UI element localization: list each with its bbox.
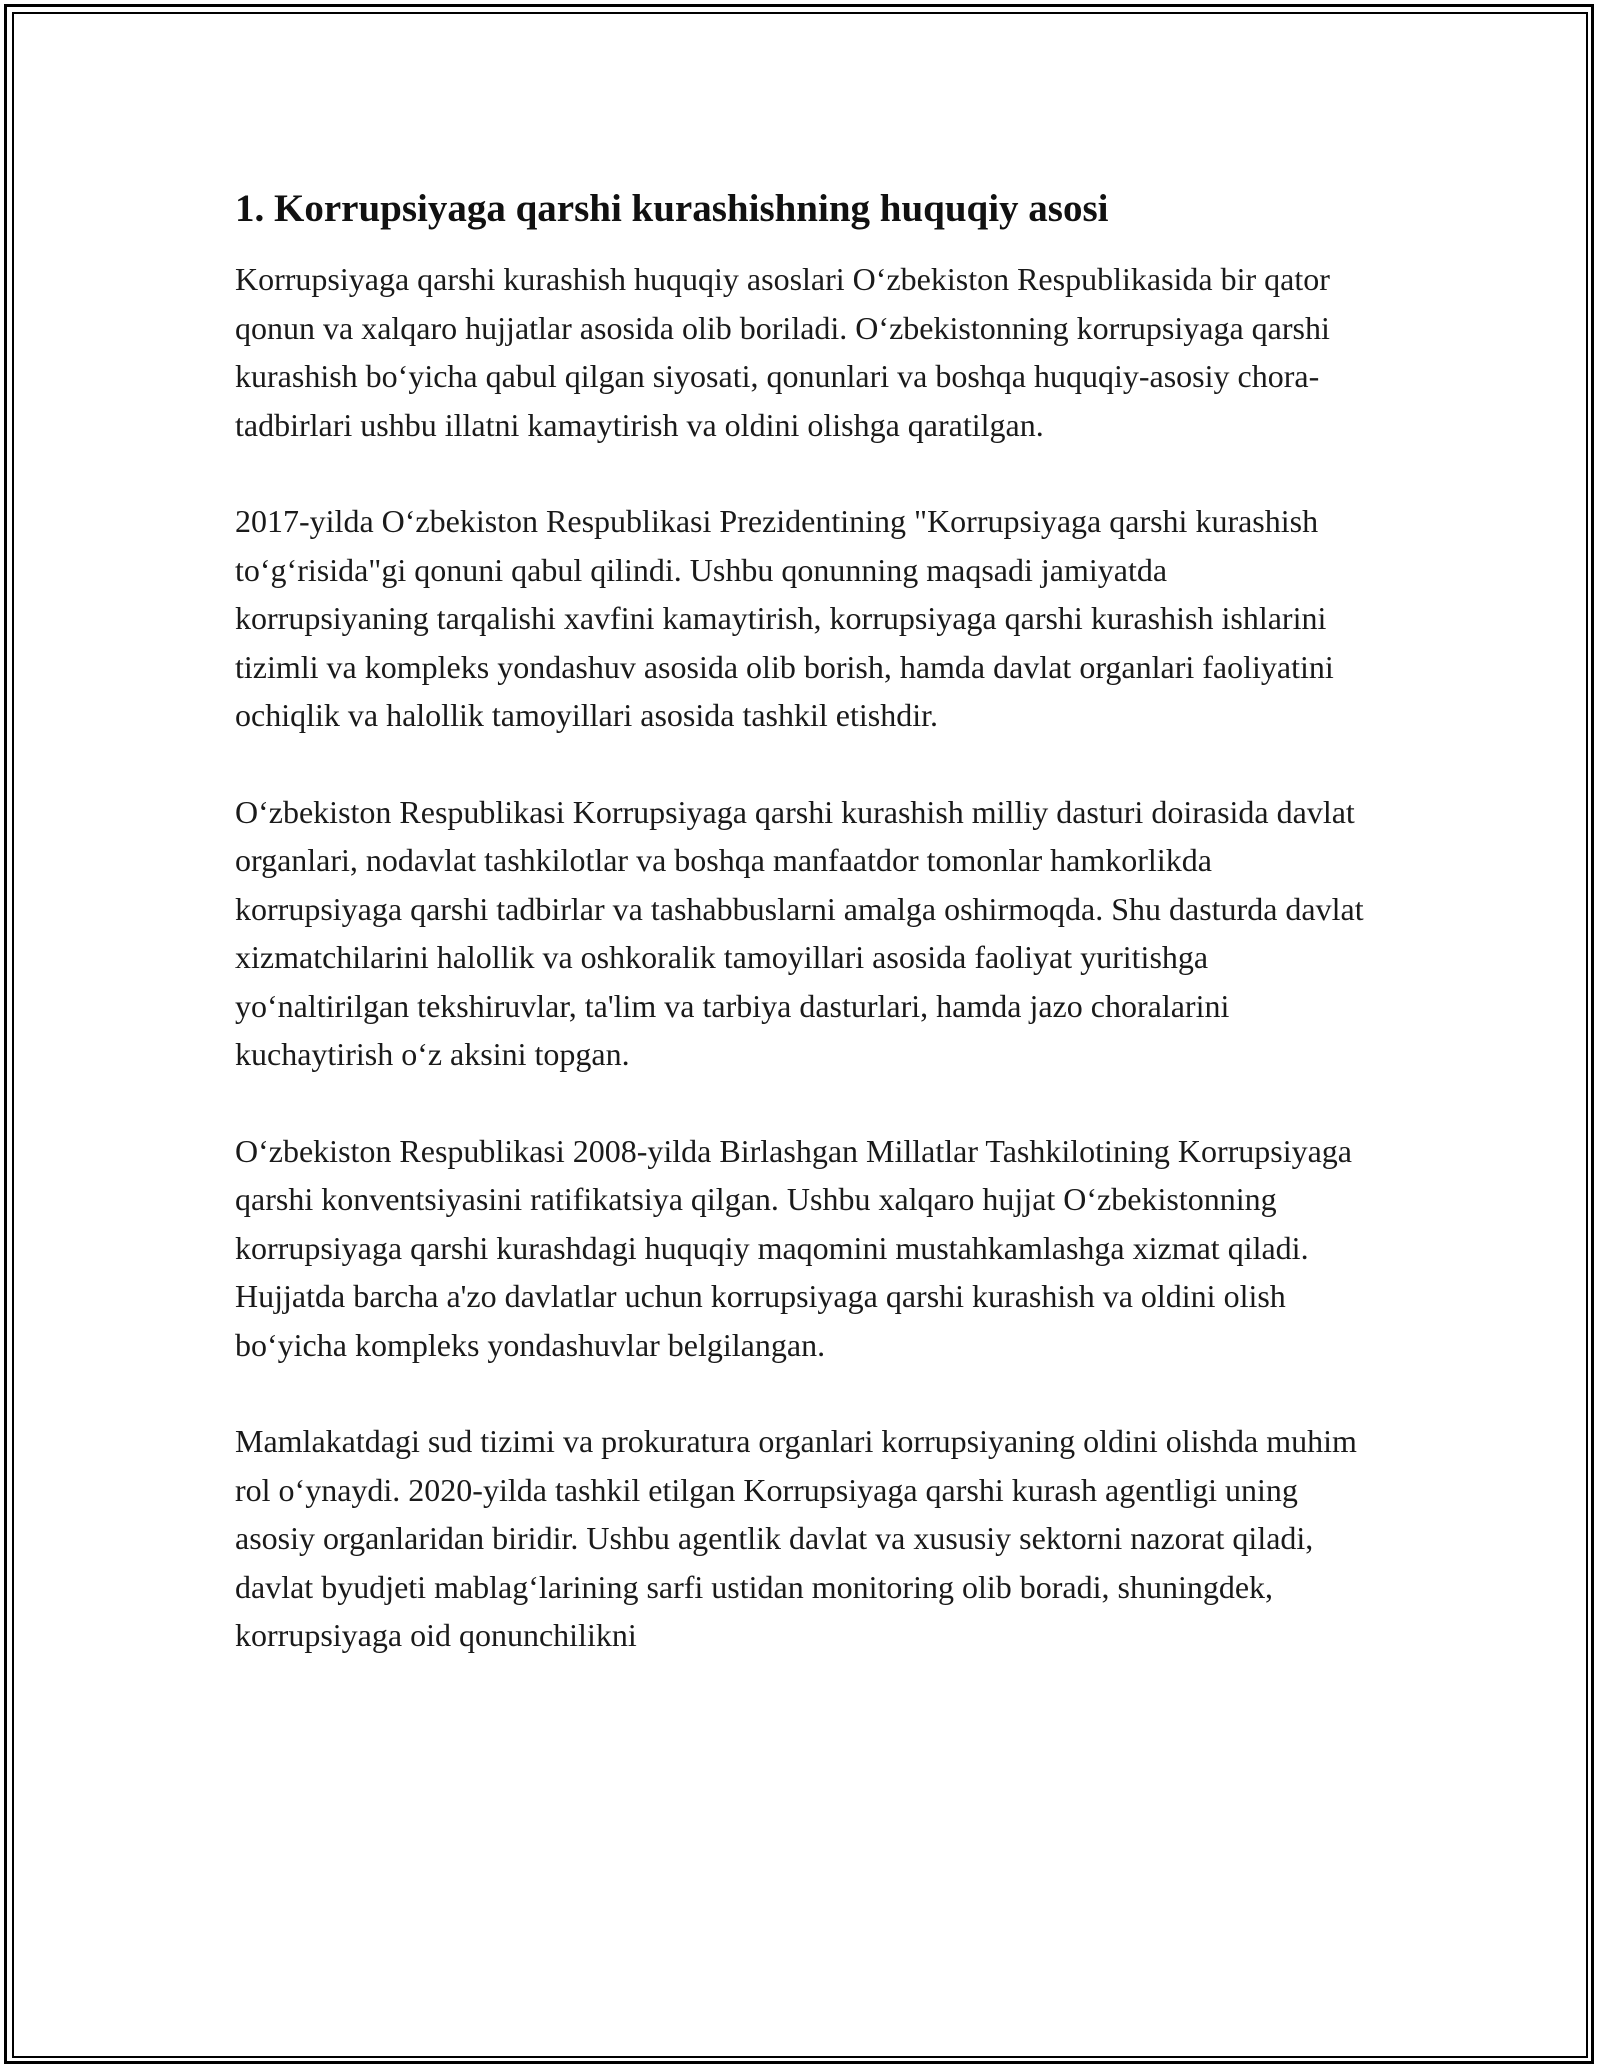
- section-heading: 1. Korrupsiyaga qarshi kurashishning huquqiy asosi: [235, 187, 1109, 230]
- document-body: [235, 185, 1365, 1708]
- paragraph-3: O‘zbekiston Respublikasi Korrupsiyaga qarshi kurashish milliy dasturi doirasida davlat organlari, nodavlat tashkilotlar va boshqa manfaatdor tomonlar hamkorlikda korrupsiyaga qarshi tadbirlar va tashabbuslarni amalga oshirmoqda. Shu dasturda davlat xizmatchilarini halollik va oshkoralik tamoyillari asosida faoliyat yuritishga yo‘naltirilgan tekshiruvlar, ta'lim va tarbiya dasturlari, hamda jazo choralarini kuchaytirish o‘z aksini topgan.: [235, 793, 1364, 1072]
- paragraph-4: O‘zbekiston Respublikasi 2008-yilda Birlashgan Millatlar Tashkilotining Korrupsiyaga qarshi konventsiyasini ratifikatsiya qilgan. Ushbu xalqaro hujjat O‘zbekistonning korrupsiyaga qarshi kurashdagi huquqiy maqomini mustahkamlashga xizmat qiladi. Hujjatda barcha a'zo davlatlar uchun korrupsiyaga qarshi kurashish va oldini olish bo‘yicha kompleks yondashuvlar belgilangan.: [235, 1132, 1352, 1363]
- paragraph-1: Korrupsiyaga qarshi kurashish huquqiy asoslari O‘zbekiston Respublikasida bir qator qonun va xalqaro hujjatlar asosida olib boriladi. O‘zbekistonning korrupsiyaga qarshi kurashish bo‘yicha qabul qilgan siyosati, qonunlari va boshqa huquqiy-asosiy chora-tadbirlari ushbu illatni kamaytirish va oldini olishga qaratilgan.: [235, 261, 1330, 443]
- paragraph-5: Mamlakatdagi sud tizimi va prokuratura organlari korrupsiyaning oldini olishda muhim rol o‘ynaydi. 2020-yilda tashkil etilgan Korrupsiyaga qarshi kurash agentligi uning asosiy organlaridan biridir. Ushbu agentlik davlat va xususiy sektorni nazorat qiladi, davlat byudjeti mablag‘larining sarfi ustidan monitoring olib boradi, shuningdek, korrupsiyaga oid qonunchilikni: [235, 1423, 1357, 1653]
- paragraph-2: 2017-yilda O‘zbekiston Respublikasi Prezidentining "Korrupsiyaga qarshi kurashish to‘g‘risida"gi qonuni qabul qilindi. Ushbu qonunning maqsadi jamiyatda korrupsiyaning tarqalishi xavfini kamaytirish, korrupsiyaga qarshi kurashish ishlarini tizimli va kompleks yondashuv asosida olib borish, hamda davlat organlari faoliyatini ochiqlik va halollik tamoyillari asosida tashkil etishdir.: [235, 503, 1334, 733]
